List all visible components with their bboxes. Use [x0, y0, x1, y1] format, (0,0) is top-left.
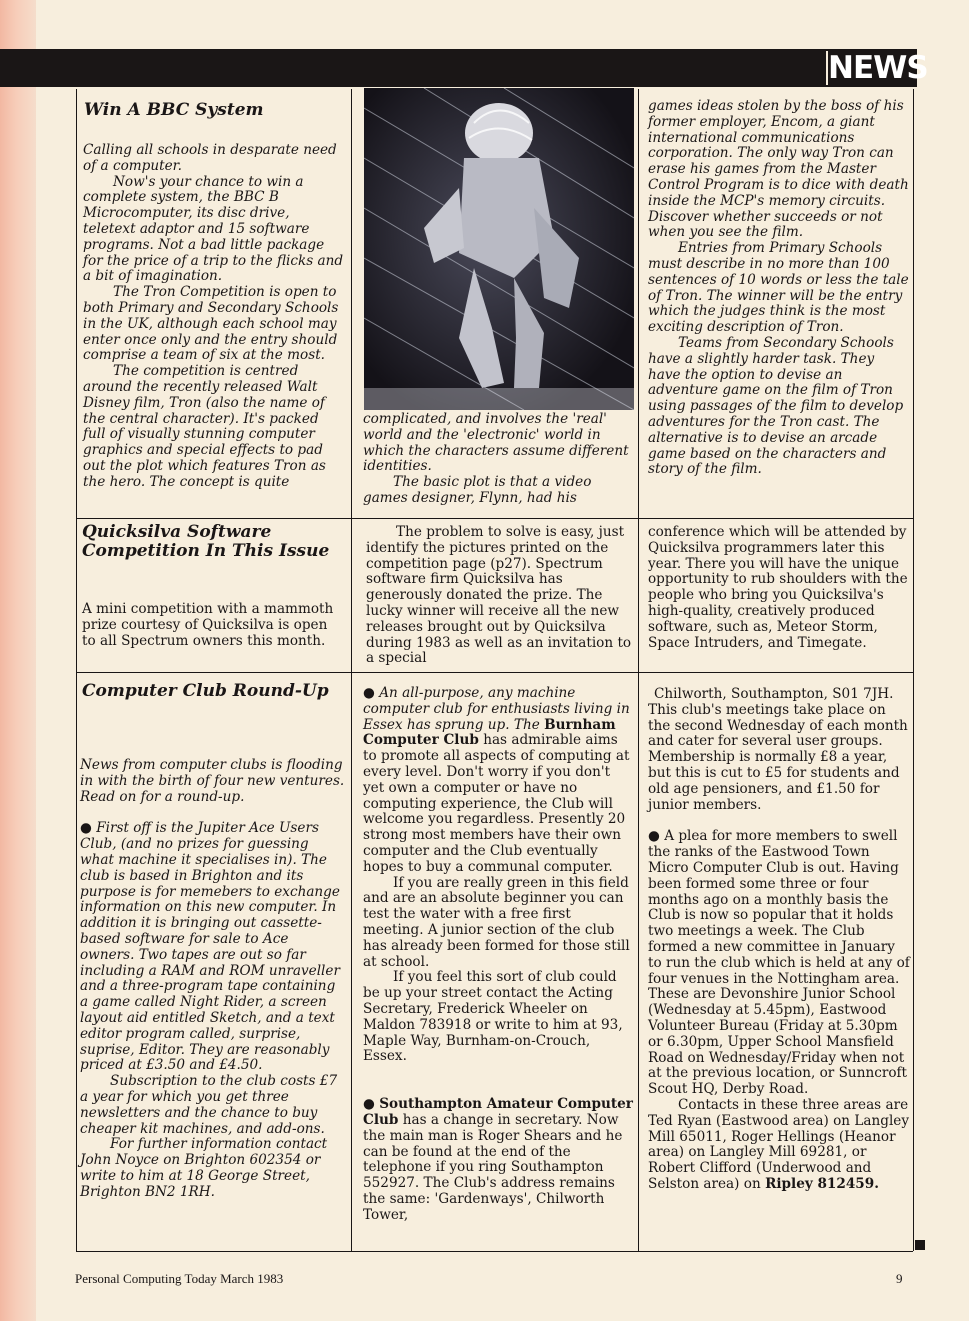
bbc-paragraph: Now's your chance to win a complete system, the BBC B Microcomputer, its disc drive, teletext adaptor and 15 software programs. Not a bad little package for the price of a trip to the flicks and a bit of imagination. [83, 173, 344, 285]
southampton-text: has a change in secretary. Now the main man is Roger Shears and he can be found at the end of the telephone if you ring Southampton 552927. The Club's address remains the same: 'Gardenways', Chilworth Tower, [363, 1111, 623, 1223]
clubs-paragraph [648, 1098, 910, 1193]
bbc-paragraph: complicated, and involves the 'real' world and the 'electronic' world in which the characters assume different identities. [363, 411, 629, 475]
clubs-paragraph: For further information contact John Noyce on Brighton 602354 or write to him at 18 George Street, Brighton BN2 1RH. [80, 1136, 328, 1200]
bbc-column-2 [363, 412, 635, 507]
clubs-column-2 [363, 686, 635, 1224]
eastwood-text: A plea for more members to swell the ranks of the Eastwood Town Micro Computer Club is out. Having been formed some three or four months ago on a monthly basis the Club is now so popular that it holds two meetings a week. The Club formed a new committee in January to run the club which is held at any of four venues in the Nottingham area. These are Devonshire Junior School (Wednesday at 5.45pm), Eastwood Volunteer Bureau (Friday at 5.30pm or 6.30pm, Upper School Mansfield Road on Wednesday/Friday when not at the previous location, or Sunncroft Scout HQ, Derby Road. [648, 828, 910, 1098]
bbc-headline: Win A BBC System [84, 100, 264, 120]
eastwood-contacts: Contacts in these three areas are Ted Ryan (Eastwood area) on Langley Mill 65011, Roger Hellings (Heanor area) on Langley Mill 69281, or Robert Clifford (Underwood and Selston area) on [648, 1096, 910, 1192]
quicksilva-column-3: conference which will be attended by Quicksilva programmers later this year. There you will have the unique opportunity to rub shoulders with the people who bring you Quicksilva's high-quality, creatively produced software, such as, Meteor Storm, Space Intruders, and Timegate. [648, 524, 908, 651]
bullet-icon: ● [363, 1096, 380, 1113]
clubs-headline: Computer Club Round-Up [82, 681, 329, 701]
footer-page-number: 9 [896, 1271, 903, 1286]
bbc-paragraph: Entries from Primary Schools must describe in no more than 100 sentences of 10 words or less the tale of Tron. The winner will be the entry which the judges think is the most exciting description of Tron. [648, 240, 909, 336]
clubs-intro: News from computer clubs is flooding in with the birth of four new ventures. Read on for a round-up. [80, 757, 345, 805]
bullet-icon: ● [80, 820, 97, 837]
bullet-icon: ● [648, 828, 665, 845]
burnham-text: has admirable aims to promote all aspects of computing at every level. Don't worry if you don't yet own a computer or have no computing experience, the Club will welcome you regardless. Presently 20 strong most members have their own computer and the Club eventually hopes to buy a communal computer. [363, 732, 630, 875]
clubs-paragraph [363, 1097, 635, 1223]
story-divider [76, 518, 913, 519]
page-bottom-rule [76, 1251, 913, 1252]
bbc-column-3 [648, 99, 910, 478]
tron-photo [364, 88, 634, 410]
bbc-paragraph: Teams from Secondary Schools have a slightly harder task. They have the option to devise an adventure game on the film of Tron using passages of the film to develop adventures for the Tron cast. The alternative is to devise an arcade game based on the characters and story of the film. [648, 334, 904, 478]
eastwood-last-contact: Ripley 812459. [765, 1175, 879, 1192]
bbc-column-1 [83, 143, 345, 491]
jupiter-text: First off is the Jupiter Ace Users Club, (and no prizes for guessing what machine it specialises in). The club is based in Brighton and its purpose is for memebers to exchange information on this new computer. In addition it is bringing out cassette-based software for sale to Ace owners. Two tapes are out so far including a RAM and ROM unraveller and a three-program tape containing a game called Night Rider, a screen layout aid entitled Sketch, and a text editor program called, surprise, suprise, Editor. They are reasonably priced at £3.50 and £4.50. [80, 820, 340, 1074]
footer-publication: Personal Computing Today March 1983 [75, 1271, 284, 1286]
burnham-lead: An all-purpose, any machine computer club for enthusiasts living in Essex has sprung up. The [363, 685, 630, 733]
clubs-paragraph: Subscription to the club costs £7 a year for which you get three newsletters and the chance to buy cheaper kit machines, and add-ons. [80, 1073, 338, 1137]
section-tag: NEWS [828, 50, 928, 86]
clubs-paragraph [80, 821, 346, 1074]
clubs-paragraph: Chilworth, Southampton, S01 7JH. This club's meetings take place on the second Wednesday of each month and cater for several user groups. Membership is normally £8 a year, but this is cut to £5 for students and old age pensioners, and £1.50 for junior members. [648, 686, 908, 813]
clubs-paragraph: If you are really green in this field and are an absolute beginner you can test the water with a free first meeting. A junior section of the club has already been formed for those still at school. [363, 874, 630, 970]
column-rule [76, 89, 77, 1251]
page-binding-edge [0, 0, 36, 1321]
clubs-column-3 [648, 687, 910, 1193]
clubs-paragraph [363, 686, 635, 876]
bbc-paragraph: Calling all schools in desparate need of a computer. [83, 142, 337, 174]
quicksilva-headline-line: Quicksilva Software [82, 522, 272, 542]
clubs-paragraph: If you feel this sort of club could be up your street contact the Acting Secretary, Frederick Wheeler on Maldon 783918 or write to him at 93, Maple Way, Burnham-on-Crouch, Essex. [363, 969, 623, 1065]
burnham-club-name: Burnham Computer Club [363, 716, 616, 749]
quicksilva-paragraph: The problem to solve is easy, just identify the pictures printed on the competition page (p27). Spectrum software firm Quicksilva has generously donated the prize. The lucky winner will receive all the new releases brought out by Quicksilva during 1983 as well as an invitation to a special [366, 524, 632, 667]
bbc-paragraph: The basic plot is that a video games designer, Flynn, had his [363, 474, 592, 506]
quicksilva-headline-line: Competition In This Issue [82, 541, 330, 561]
column-rule [913, 89, 914, 1251]
story-divider [76, 672, 913, 673]
bbc-paragraph: games ideas stolen by the boss of his former employer, Encom, a giant international communications corporation. The only way Tron can erase his games from the Master Control Program is to dice with death inside the MCP's memory circuits. Discover whether succeeds or not when you see the film. [648, 98, 909, 241]
clubs-column-1 [80, 758, 346, 1201]
quicksilva-headline [82, 523, 347, 561]
southampton-club-name: Southampton Amateur Computer Club [363, 1096, 633, 1128]
quicksilva-intro: A mini competition with a mammoth prize courtesy of Quicksilva is open to all Spectrum owners this month. [82, 601, 334, 649]
clubs-paragraph [648, 829, 910, 1098]
bbc-paragraph: The Tron Competition is open to both Primary and Secondary Schools in the UK, although each school may enter once only and the entry should comprise a team of six at the most. [83, 284, 339, 364]
column-rule [638, 89, 639, 1251]
column-rule [351, 89, 352, 1251]
bullet-icon: ● [363, 685, 380, 701]
section-header-bar [0, 49, 928, 87]
end-of-story-mark [915, 1240, 925, 1250]
quicksilva-column-2 [366, 525, 634, 667]
bbc-paragraph: The competition is centred around the recently released Walt Disney film, Tron (also the name of the central character). It's packed full of visually stunning computer graphics and special effects to pad out the plot which features Tron as the hero. The concept is quite [83, 363, 326, 490]
